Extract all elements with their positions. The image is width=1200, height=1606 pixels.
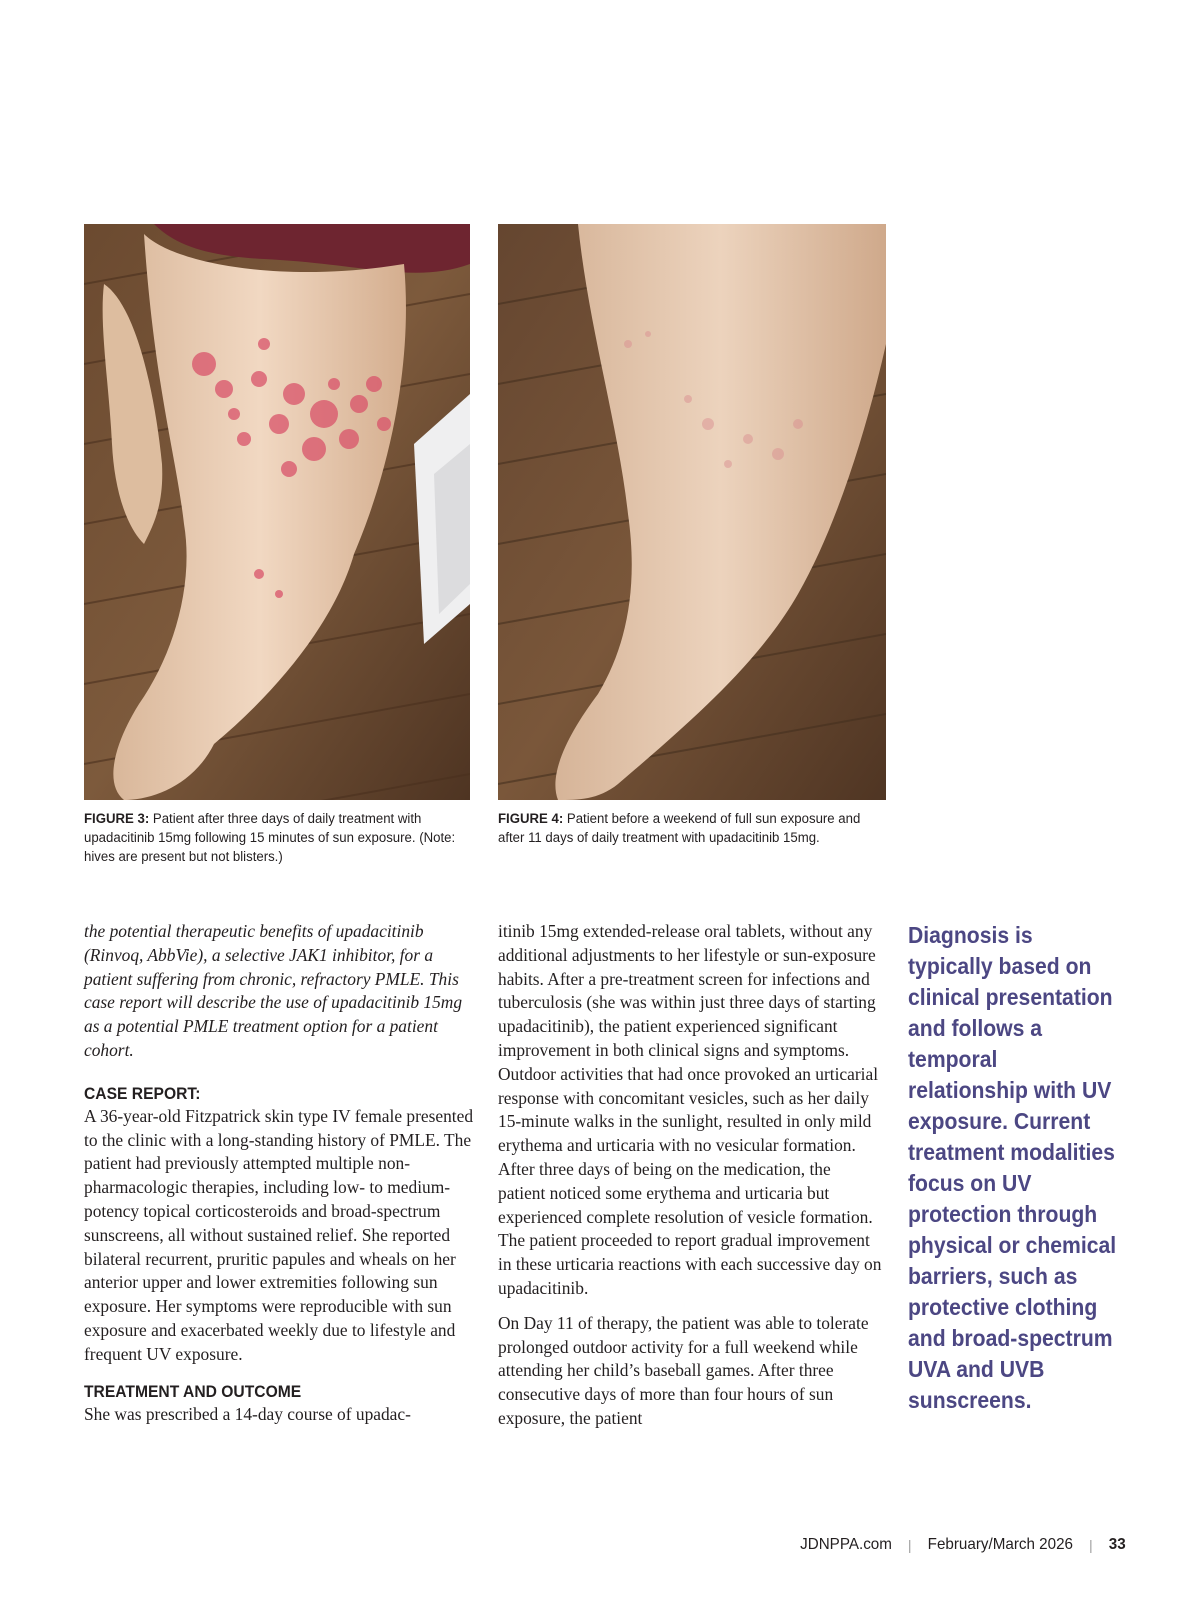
- figure-3-caption: [84, 810, 462, 867]
- figure-4-photo: [498, 224, 886, 800]
- footer-divider: |: [908, 1537, 912, 1553]
- article-intro: the potential therapeutic benefits of upadacitinib (Rinvoq, AbbVie), a selective JAK1 inhibitor, for a patient suffering from chronic, refractory PMLE. This case report will describe the use of upadacitinib 15mg as a potential PMLE treatment option for a patient cohort.: [84, 921, 463, 1060]
- article-column-2: [498, 920, 882, 1431]
- page-number: 33: [1109, 1536, 1126, 1553]
- treatment-heading: TREATMENT AND OUTCOME: [84, 1381, 302, 1401]
- case-report-text: A 36-year-old Fitzpatrick skin type IV female presented to the clinic with a long-standing history of PMLE. The patient had previously attempted multiple non-pharmacologic therapies, including low- to medium-potency topical corticosteroids and broad-spectrum sunscreens, all without sustained relief. She reported bilateral recurrent, pruritic papules and wheals on her anterior upper and lower extremities following sun exposure. Her symptoms were reproducible with sun exposure and exacerbated weekly due to lifestyle and frequent UV exposure.: [84, 1105, 474, 1364]
- page-footer: [800, 1536, 1126, 1554]
- figure-4-label: FIGURE 4:: [498, 811, 564, 827]
- article-column-1: [84, 920, 480, 1426]
- treatment-text: She was prescribed a 14-day course of upadac-: [84, 1403, 411, 1424]
- figure-4-caption: [498, 810, 879, 848]
- footer-divider: |: [1089, 1537, 1093, 1553]
- case-report-heading: CASE REPORT:: [84, 1083, 201, 1103]
- footer-site: JDNPPA.com: [800, 1536, 893, 1553]
- figure-3-caption-text: Patient after three days of daily treatment with upadacitinib 15mg following 15 minutes of sun exposure. (Note: hives are present but not blisters.): [84, 811, 456, 865]
- figure-4-caption-text: Patient before a weekend of full sun exposure and after 11 days of daily treatment with upadacitinib 15mg.: [498, 811, 861, 846]
- footer-issue: February/March 2026: [928, 1536, 1074, 1553]
- article-col2-paragraph-1: itinib 15mg extended-release oral tablets, without any additional adjustments to her lifestyle or sun-exposure habits. After a pre-treatment screen for infections and tuberculosis (she was within just three days of starting upadacitinib), the patient experienced significant improvement in both clinical signs and symptoms. Outdoor activities that had once provoked an urticarial response with concomitant vesicles, such as her daily 15-minute walks in the sunlight, resulted in only mild erythema and urticaria with no vesicular formation. After three days of being on the medication, the patient noticed some erythema and urticaria but experienced complete resolution of vesicle formation. The patient proceeded to report gradual improvement in these urticaria reactions with each successive day on upadacitinib.: [498, 921, 882, 1298]
- pull-quote: Diagnosis is typically based on clinical presentation and follows a temporal relationship with UV exposure. Current treatment modalities focus on UV protection through physical or chemical barriers, such as protective clothing and broad-spectrum UVA and UVB sunscreens.: [908, 922, 1117, 1413]
- figure-3-label: FIGURE 3:: [84, 811, 150, 827]
- figure-3-photo: [84, 224, 470, 800]
- article-col2-paragraph-2: On Day 11 of therapy, the patient was able to tolerate prolonged outdoor activity for a full weekend while attending her child’s baseball games. After three consecutive days of more than four hours of sun exposure, the patient: [498, 1312, 869, 1428]
